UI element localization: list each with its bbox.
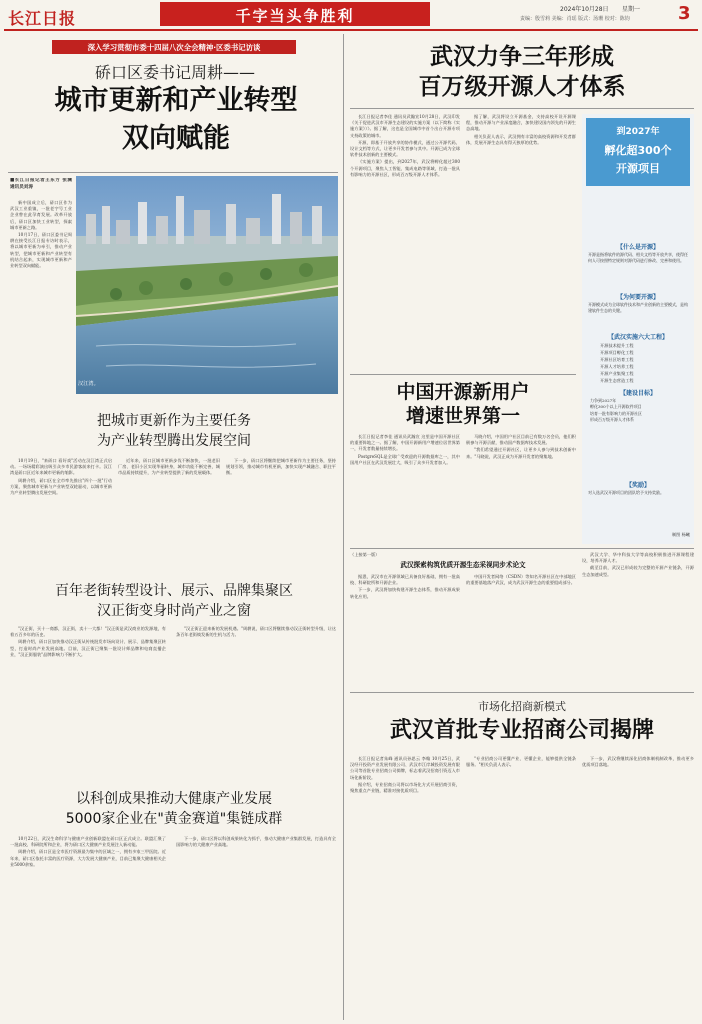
article3-title-line1: 中国开源新用户 bbox=[396, 381, 530, 403]
article5-kicker: 市场化招商新模式 bbox=[478, 700, 566, 713]
section2-paragraph: "汉正街正迎来新的发展机遇。"周耕说，硚口区将继续推动汉正街转型升级，让这条百年老街焕发新的生机与活力。 bbox=[176, 626, 336, 638]
sidebar-list-item: 开源项目孵化工程 bbox=[600, 350, 634, 355]
sidebar-source: 制图 杨曦 bbox=[671, 532, 690, 537]
section1-paragraph: 周耕介绍，硚口区在全市率先推出"四个一批"行动方案，聚焦城市更新与产业转型双轮驱动，以城市更新为产业转型腾出发展空间。 bbox=[10, 477, 112, 496]
section1-body-right bbox=[226, 458, 336, 570]
sidebar-list-item: 开源人才培养工程 bbox=[600, 364, 634, 369]
section3-paragraph: 周耕介绍，硚口区是全市医疗资源最为集中的区域之一，拥有多家三甲医院。近年来，硚口区依托丰富的医疗资源，大力发展大健康产业，目前已集聚大健康相关企业5000余家。 bbox=[10, 849, 166, 867]
section1-paragraph: 近年来，硚口区城市更新步伐不断加快，一批老旧厂房、老旧小区实现华丽转身，城市功能不断完善，城市品质持续提升，为产业转型提供了新的发展载体。 bbox=[118, 458, 220, 476]
section2-paragraph: 周耕介绍，硚口区加快推动汉正街从传统批发市场向设计、展示、品牌集聚区转型，打造时尚产业发展高地。目前，汉正街已聚集一批设计师品牌和电商直播企业，"汉正街服装"品牌影响力不断扩大。 bbox=[10, 639, 166, 657]
interview-subtitle: 硚口区委书记周耕—— bbox=[94, 63, 255, 82]
sidebar-list-item: 开源产业集聚工程 bbox=[600, 371, 634, 376]
issue-weekday: 星期一 bbox=[622, 6, 641, 13]
sidebar-list-item: 开源社区培育工程 bbox=[600, 357, 634, 362]
intro-paragraph: 10月17日，硚口区委书记周耕在接受长江日报专访时表示，将以城市更新为牵引，推动产业转型，把城市更新和产业转型有机结合起来，实现城市更新和产业转型双向赋能。 bbox=[10, 232, 72, 269]
section3-paragraph: 10月22日，武汉生命科学与健康产业创新联盟在硚口区正式成立。联盟汇聚了一批高校、科研院所和企业，将为硚口区大健康产业发展注入新动能。 bbox=[10, 836, 166, 848]
interview-byline: ■长江日报记者王东方 张澜 通讯员刘涛 bbox=[10, 178, 72, 190]
section1-paragraph: 下一步，硚口区将继续把城市更新作为主要任务，坚持规划引领，推动城市有机更新，加快实现产城融合、职住平衡。 bbox=[226, 458, 336, 476]
article4-heading: 武汉探索构筑优质开源生态采视同步术论文 bbox=[400, 561, 526, 569]
article3-top-rule bbox=[350, 374, 576, 375]
section1-body-left bbox=[10, 458, 112, 570]
article5-body-mid bbox=[466, 756, 576, 1018]
sidebar-program-list bbox=[600, 342, 680, 384]
sidebar-q1-text: 开源是指将软件的源代码、相关文档等开放共享，使得任何人可按照特定规则对源代码进行修改、完善和使用。 bbox=[588, 252, 688, 263]
column-divider bbox=[343, 34, 344, 1020]
article2-paragraph: 《实施方案》提出，到2027年，武汉将孵化超过300个开源项目，聚焦人工智能、集成电路等领域，打造一批具有影响力的开源社区，形成百万级开源人才体系。 bbox=[350, 159, 460, 177]
sidebar-q1: 【什么是开源】 bbox=[616, 244, 659, 251]
article2-rule bbox=[350, 108, 694, 109]
article5-paragraph: 长江日报记者朱峰 通讯员孙思云 李翰 10月25日，武汉经开投资产业发展有限公司、武汉市江岸城投资发展有限公司等首批专业招商公司揭牌，标志着武汉招商引资迈入市场化新阶段。 bbox=[350, 756, 460, 780]
article3-title-line2: 增速世界第一 bbox=[405, 405, 520, 427]
page-banner-title: 千字当头争胜利 bbox=[235, 7, 355, 25]
section1-paragraph: 10月19日，"来硚口 看好戏"活动在汉江湾正式启动。一场场精彩演出吸引众多市民游客前来打卡。汉江湾是硚口区近年来城市更新的缩影。 bbox=[10, 458, 112, 476]
issue-date: 2024年10月28日 bbox=[560, 6, 609, 13]
sidebar-list-item: 开源技术提升工程 bbox=[600, 343, 634, 348]
sidebar-list-item: 开源生态营造工程 bbox=[600, 378, 634, 383]
section3-heading-line1: 以科创成果推动大健康产业发展 bbox=[76, 791, 272, 807]
interview-title-line2: 双向赋能 bbox=[122, 123, 230, 154]
article3-body-right bbox=[466, 434, 576, 544]
article4-paragraph: 下一步，武汉将加快构建开源生态体系，推动开源成果转化应用。 bbox=[350, 587, 460, 599]
editor-credits: 责编：殷雪莉 美编：肖瑶 版式：汤珊 校对：陈钧 bbox=[520, 16, 630, 22]
section3-body-left bbox=[10, 836, 166, 1018]
article3-body-left bbox=[350, 434, 460, 544]
intro-paragraph: 新中国成立后，硚口区作为武汉工业重镇，一批老字号工业企业曾在此孕育发展。改革开放后，硚口区加快工业转型，探索城市更新之路。 bbox=[10, 200, 72, 230]
article5-body-left bbox=[350, 756, 460, 1018]
article5-paragraph: 下一步，武汉将继续深化招商体制机制改革，推动更多优质项目落地。 bbox=[582, 756, 694, 768]
section1-body-mid bbox=[118, 458, 220, 570]
section2-heading-line2: 汉正街变身时尚产业之窗 bbox=[97, 603, 251, 619]
article2-paragraph: 长江日报记者李佳 通讯员武瀚宣10月28日，武汉印发《关于促进武汉市开源生态建设的实施方案（以下简称《实施方案》）》。据了解，这也是全国城市中首个出台开源专项支持政策的城市。 bbox=[350, 114, 460, 138]
section1-heading-line2: 为产业转型腾出发展空间 bbox=[97, 433, 251, 449]
masthead-rule bbox=[4, 29, 698, 31]
column-tag-text: 深入学习贯彻市委十四届八次全会精神·区委书记访谈 bbox=[87, 43, 261, 52]
article2-paragraph: 相关负责人表示，武汉拥有丰富的高校资源和开发者群体，发展开源生态具有得天独厚的优势。 bbox=[466, 133, 576, 145]
sidebar-heading-main-1: 孵化超300个 bbox=[604, 144, 672, 157]
article4-kicker: （上接第一版） bbox=[350, 552, 380, 557]
interview-title-line1: 城市更新和产业转型 bbox=[54, 85, 298, 116]
photo-caption: 汉江湾。 bbox=[78, 381, 99, 387]
section3-paragraph: 下一步，硚口区将以科创成果转化为抓手，推动大健康产业集群发展，打造具有全国影响力的大健康产业高地。 bbox=[176, 836, 336, 848]
sidebar-heading-top: 到2027年 bbox=[616, 127, 660, 137]
article4-paragraph: 截至目前，武汉已形成较为完整的开源产业链条，开源生态加速成型。 bbox=[582, 565, 694, 577]
masthead bbox=[0, 0, 702, 30]
section2-body-left bbox=[10, 626, 166, 770]
sidebar-heading-main-2: 开源项目 bbox=[616, 162, 660, 175]
article5-paragraph: 据介绍，专业招商公司将以市场化方式开展招商引资，聚焦重点产业链，精准对接优质项目。 bbox=[350, 781, 460, 794]
section2-body-right bbox=[176, 626, 336, 770]
article5-title: 武汉首批专业招商公司揭牌 bbox=[389, 718, 654, 743]
sidebar-q2: 【为何要开源】 bbox=[616, 294, 659, 301]
article3-paragraph: PostgreSQL是全球广受欢迎的开源数据库之一，其中国用户社区在武汉发展壮大，吸引了众多开发者加入。 bbox=[350, 453, 460, 465]
article5-paragraph: "专业招商公司更懂产业、更懂企业，能够提供全链条服务。"相关负责人表示。 bbox=[466, 756, 576, 768]
open-source-sidebar bbox=[582, 114, 694, 544]
sidebar-goal-item: 形成百万级开源人才体系 bbox=[590, 417, 634, 423]
sidebar-q5: 【奖励】 bbox=[625, 482, 650, 489]
sidebar-q2-text: 开源模式成为全球软件技术和产业创新的主要模式，是构建软件生态的关键。 bbox=[588, 302, 688, 313]
section3-body-right bbox=[176, 836, 336, 1018]
sidebar-q3: 【武汉实施六大工程】 bbox=[607, 334, 668, 341]
article2-paragraph: 开源，即基于开放共享的协作模式，通过公开源代码、设计文档等方式，让更多开发者参与其中。开源已成为全球软件技术创新的主要模式。 bbox=[350, 139, 460, 158]
sidebar-goal-list bbox=[590, 398, 688, 424]
sidebar-goal-item: 力争到2027年 bbox=[590, 398, 617, 403]
section2-heading-line1: 百年老街转型设计、展示、品牌集聚区 bbox=[55, 583, 293, 599]
sidebar-q4: 【建设目标】 bbox=[619, 390, 656, 397]
page-number: 3 bbox=[678, 3, 691, 24]
article5-top-rule bbox=[350, 692, 694, 693]
article3-paragraph: 马晓介绍，中国用户社区目前已有数万名会员，他们积极参与开源贡献，推动国产数据库技术发展。 bbox=[466, 434, 576, 446]
interview-intro bbox=[10, 200, 72, 390]
article2-body-mid bbox=[466, 114, 576, 370]
newspaper-logo: 长江日报 bbox=[8, 9, 77, 28]
article2-paragraph: 据了解，武汉将设立开源基金，支持高校开设开源课程，推动开源与产业深度融合，加快建设国内领先的开源生态高地。 bbox=[466, 114, 576, 132]
article2-title-line2: 百万级开源人才体系 bbox=[418, 74, 626, 100]
article4-body-left bbox=[350, 574, 460, 688]
article4-body-mid bbox=[466, 574, 576, 688]
sidebar-goal-item: 培育一批有影响力的开源社区 bbox=[590, 410, 642, 416]
sidebar-reward-text: 对入选武汉开源项目的团队给予支持奖励。 bbox=[588, 490, 664, 495]
article4-top-rule bbox=[350, 548, 694, 549]
riverside-photo bbox=[76, 176, 338, 394]
sidebar-goal-item: 孵化300个以上开源软件项目 bbox=[590, 404, 642, 410]
section1-heading-line1: 把城市更新作为主要任务 bbox=[97, 413, 251, 429]
section3-heading-line2: 5000家企业在"黄金赛道"集链成群 bbox=[65, 811, 283, 827]
article4-paragraph: 中国开发者网络（CSDN）等知名开源社区在中部地区的重要基地落户武汉，成为武汉开源生态的重要组成部分。 bbox=[466, 574, 576, 586]
article4-paragraph: 据悉，武汉市在开源领域已具备良好基础，拥有一批高校、科研院所和开源企业。 bbox=[350, 574, 460, 586]
article2-title-line1: 武汉力争三年形成 bbox=[430, 44, 614, 70]
interview-top-rule bbox=[8, 172, 338, 173]
article4-paragraph: 武汉大学、华中科技大学等高校积极推进开源课程建设，培养开源人才。 bbox=[582, 552, 694, 564]
article3-paragraph: "我们希望通过开源社区，让更多人参与到技术创新中来。"马晓说，武汉正成为开源开发者的聚集地。 bbox=[466, 447, 576, 459]
article3-paragraph: 长江日报记者李佳 通讯员武瀚宣 这里是中国开源社区的重要阵地之一。据了解，中国开源新用户增速位居世界第一，开发者数量持续增长。 bbox=[350, 434, 460, 452]
article2-body-left bbox=[350, 114, 460, 370]
article4-body-right bbox=[582, 552, 694, 688]
section2-paragraph: "汉正街，买十一商都，汉正街，卖十一大都！"汉正街是武汉商业的发源地，有着五百多年的历史。 bbox=[10, 626, 166, 638]
article5-body-right bbox=[582, 756, 694, 1018]
